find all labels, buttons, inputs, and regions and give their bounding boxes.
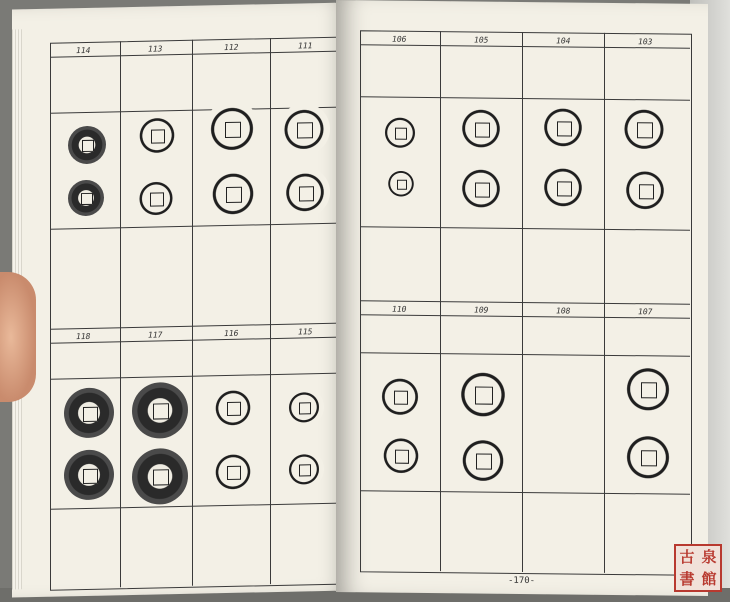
entry-number: 116 xyxy=(224,328,239,339)
coin-reverse-image xyxy=(620,429,676,486)
coin-reverse-image xyxy=(384,167,418,201)
stamp-char: 古 xyxy=(679,548,695,566)
entry-number: 112 xyxy=(224,42,239,53)
entry-number: 104 xyxy=(556,36,571,46)
coin-obverse-image xyxy=(454,365,512,424)
stamp-char: 書 xyxy=(679,570,695,588)
holding-thumb xyxy=(0,272,36,402)
coin-obverse-image xyxy=(380,113,420,153)
entry-number: 114 xyxy=(76,45,91,56)
entry-number: 113 xyxy=(148,44,163,54)
entry-number: 110 xyxy=(392,304,407,314)
entry-number: 117 xyxy=(148,330,163,340)
coin-reverse-image xyxy=(456,433,510,488)
coin-obverse-image xyxy=(538,102,588,153)
stamp-char: 泉 xyxy=(701,548,717,566)
coin-reverse-image xyxy=(378,432,424,478)
coin-reverse-image xyxy=(538,162,588,213)
entry-number: 109 xyxy=(474,305,489,315)
stamp-char: 館 xyxy=(701,570,717,588)
entry-number: 111 xyxy=(298,41,313,51)
coin-obverse-image xyxy=(620,361,676,418)
coin-reverse-image xyxy=(620,165,670,216)
right-page xyxy=(336,0,708,596)
entry-number: 107 xyxy=(638,307,653,317)
left-page xyxy=(12,2,348,597)
coin-obverse-image xyxy=(618,103,670,156)
entry-number: 115 xyxy=(298,327,313,337)
coin-reverse-image xyxy=(456,163,506,214)
seal-stamp xyxy=(674,544,722,592)
coin-obverse-image xyxy=(376,372,424,421)
entry-number: 118 xyxy=(76,331,91,342)
coin-obverse-image xyxy=(456,103,506,154)
entry-number: 108 xyxy=(556,306,571,316)
page-number: -170- xyxy=(508,575,536,587)
entry-number: 103 xyxy=(638,37,653,47)
entry-number: 106 xyxy=(392,34,407,44)
entry-number: 105 xyxy=(474,35,489,45)
